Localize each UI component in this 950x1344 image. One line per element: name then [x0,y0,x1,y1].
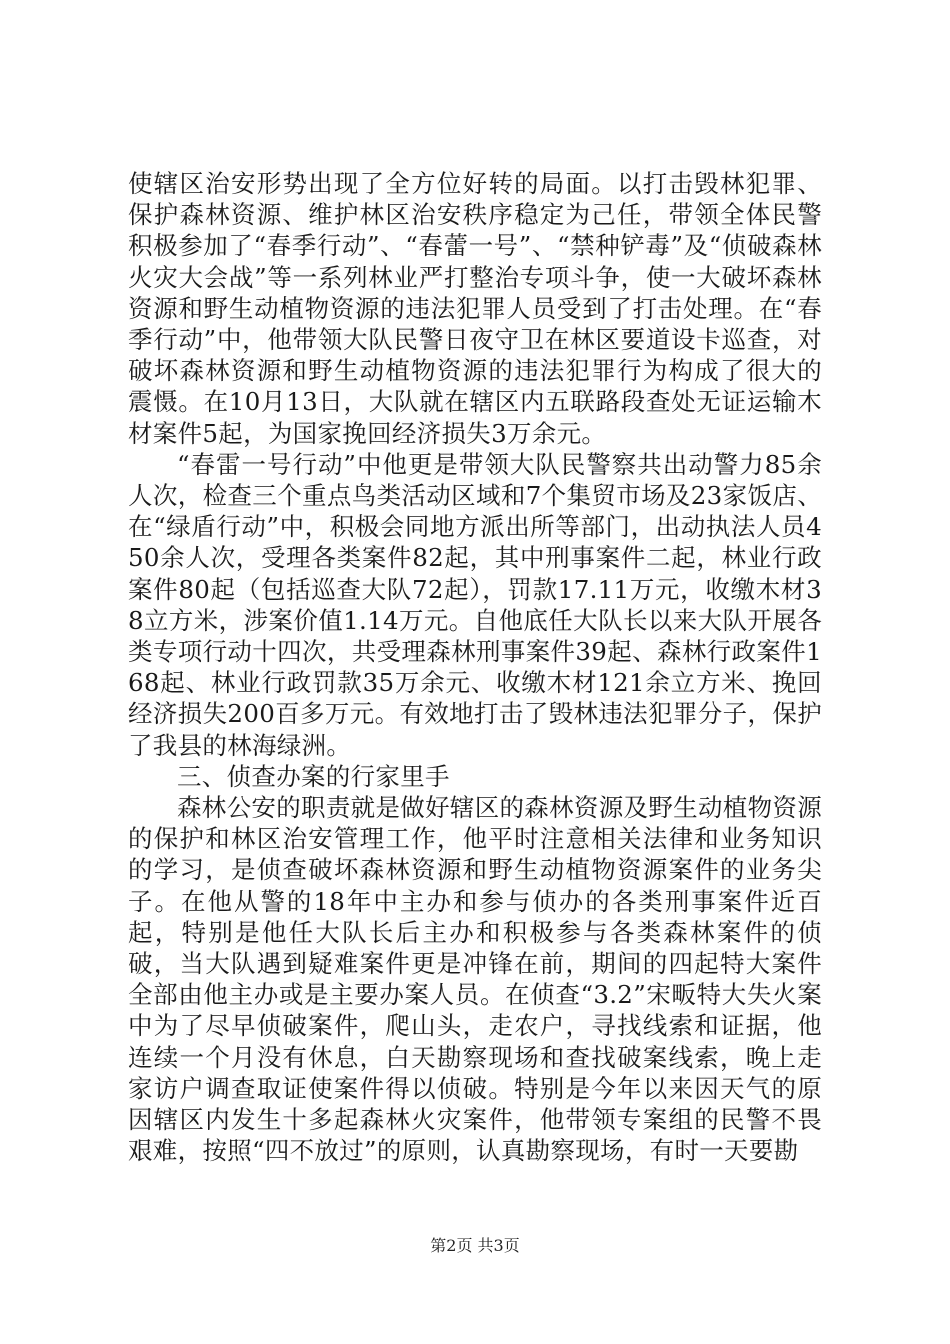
paragraph-2: “春雷一号行动”中他更是带领大队民警察共出动警力85余人次，检查三个重点鸟类活动区域和7个集贸市场及23家饭店、在“绿盾行动”中，积极会同地方派出所等部门，出动执法人员450余人次，受理各类案件82起，其中刑事案件二起，林业行政案件80起（包括巡查大队72起），罚款17.11万元，收缴木材38立方米，涉案价值1.14万元。自他底任大队长以来大队开展各类专项行动十四次，共受理森林刑事案件39起、森林行政案件168起、林业行政罚款35万余元、收缴木材121余立方米、挽回经济损失200百多万元。有效地打击了毁林违法犯罪分子，保护了我县的林海绿洲。 [128,449,822,760]
paragraph-3: 森林公安的职责就是做好辖区的森林资源及野生动植物资源的保护和林区治安管理工作，他平时注意相关法律和业务知识的学习，是侦查破坏森林资源和野生动植物资源案件的业务尖子。在他从警的18年中主办和参与侦办的各类刑事案件近百起，特别是他任大队长后主办和积极参与各类森林案件的侦破，当大队遇到疑难案件更是冲锋在前，期间的四起特大案件全部由他主办或是主要办案人员。在侦查“3.2”宋畈特大失火案中为了尽早侦破案件，爬山头，走农户，寻找线索和证据，他连续一个月没有休息，白天勘察现场和查找破案线索，晚上走家访户调查取证使案件得以侦破。特别是今年以来因天气的原因辖区内发生十多起森林火灾案件，他带领专案组的民警不畏艰难，按照“四不放过”的原则，认真勘察现场，有时一天要勘 [128,793,822,1166]
paragraph-1: 使辖区治安形势出现了全方位好转的局面。以打击毁林犯罪、保护森林资源、维护林区治安秩序稳定为己任，带领全体民警积极参加了“春季行动”、“春蕾一号”、“禁种铲毒”及“侦破森林火灾大会战”等一系列林业严打整治专项斗争，使一大破坏森林资源和野生动植物资源的违法犯罪人员受到了打击处理。在“春季行动”中，他带领大队民警日夜守卫在林区要道设卡巡查，对破坏森林资源和野生动植物资源的违法犯罪行为构成了很大的震慑。在10月13日，大队就在辖区内五联路段查处无证运输木材案件5起，为国家挽回经济损失3万余元。 [128,169,823,448]
document-body [128,168,822,1167]
section-heading: 三、侦查办案的行家里手 [177,761,450,791]
page-footer: 第2页 共3页 [430,1236,520,1255]
